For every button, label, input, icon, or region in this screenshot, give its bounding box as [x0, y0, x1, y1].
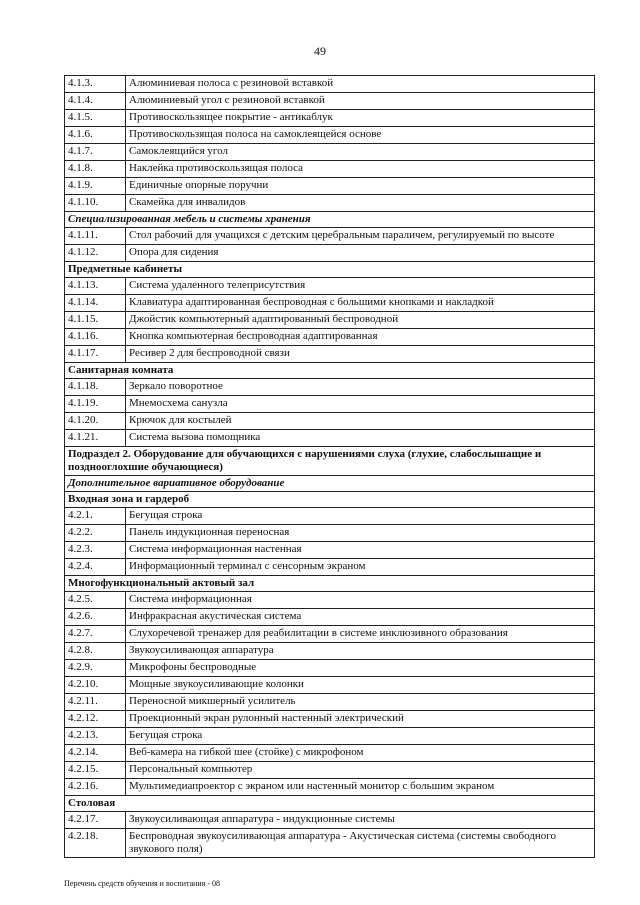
- section-row: [65, 576, 595, 592]
- item-code: 4.2.16.: [65, 779, 126, 796]
- item-code: 4.2.1.: [65, 508, 126, 525]
- table-row: [65, 161, 595, 178]
- table-row: [65, 559, 595, 576]
- equipment-table: [64, 75, 595, 858]
- item-name: Противоскользящее покрытие - антикаблук: [126, 110, 595, 127]
- table-row: [65, 346, 595, 363]
- table-row: [65, 711, 595, 728]
- item-name: Бегущая строка: [126, 508, 595, 525]
- item-name: Информационный терминал с сенсорным экраном: [126, 559, 595, 576]
- item-name: Переносной микшерный усилитель: [126, 694, 595, 711]
- item-name: Звукоусиливающая аппаратура: [126, 643, 595, 660]
- item-name: Стол рабочий для учащихся с детским церебральным параличем, регулируемый по высоте: [126, 228, 595, 245]
- section-heading: Дополнительное вариативное оборудование: [65, 476, 595, 492]
- table-row: [65, 195, 595, 212]
- table-row: [65, 144, 595, 161]
- section-heading: Многофункциональный актовый зал: [65, 576, 595, 592]
- item-code: 4.2.8.: [65, 643, 126, 660]
- item-code: 4.2.10.: [65, 677, 126, 694]
- item-name: Инфракрасная акустическая система: [126, 609, 595, 626]
- item-name: Система вызова помощника: [126, 430, 595, 447]
- item-code: 4.1.4.: [65, 93, 126, 110]
- table-row: [65, 379, 595, 396]
- table-row: [65, 609, 595, 626]
- table-row: [65, 110, 595, 127]
- item-name: Система информационная настенная: [126, 542, 595, 559]
- table-row: [65, 245, 595, 262]
- item-code: 4.1.17.: [65, 346, 126, 363]
- item-code: 4.1.5.: [65, 110, 126, 127]
- item-code: 4.2.9.: [65, 660, 126, 677]
- section-row: [65, 212, 595, 228]
- item-code: 4.2.14.: [65, 745, 126, 762]
- section-heading: Входная зона и гардероб: [65, 492, 595, 508]
- item-code: 4.2.2.: [65, 525, 126, 542]
- item-name: Система информационная: [126, 592, 595, 609]
- table-row: [65, 396, 595, 413]
- item-name: Кнопка компьютерная беспроводная адаптированная: [126, 329, 595, 346]
- table-row: [65, 542, 595, 559]
- item-name: Наклейка противоскользящая полоса: [126, 161, 595, 178]
- table-row: [65, 178, 595, 195]
- table-row: [65, 812, 595, 829]
- item-code: 4.1.15.: [65, 312, 126, 329]
- item-code: 4.1.13.: [65, 278, 126, 295]
- item-code: 4.1.19.: [65, 396, 126, 413]
- table-row: [65, 592, 595, 609]
- item-code: 4.1.16.: [65, 329, 126, 346]
- table-row: [65, 677, 595, 694]
- item-code: 4.1.12.: [65, 245, 126, 262]
- table-row: [65, 76, 595, 93]
- item-name: Мнемосхема санузла: [126, 396, 595, 413]
- table-row: [65, 762, 595, 779]
- item-name: Веб-камера на гибкой шее (стойке) с микрофоном: [126, 745, 595, 762]
- item-code: 4.1.20.: [65, 413, 126, 430]
- item-name: Беспроводная звукоусиливающая аппаратура - Акустическая система (системы свободного звукового поля): [126, 829, 595, 858]
- item-code: 4.1.21.: [65, 430, 126, 447]
- table-row: [65, 694, 595, 711]
- section-heading: Столовая: [65, 796, 595, 812]
- section-row: [65, 796, 595, 812]
- section-heading: Подраздел 2. Оборудование для обучающихся с нарушениями слуха (глухие, слабослышащие и позднооглохшие обучающиеся): [65, 447, 595, 476]
- item-code: 4.1.9.: [65, 178, 126, 195]
- item-code: 4.2.11.: [65, 694, 126, 711]
- item-code: 4.1.6.: [65, 127, 126, 144]
- table-row: [65, 745, 595, 762]
- item-name: Звукоусиливающая аппаратура - индукционные системы: [126, 812, 595, 829]
- item-code: 4.2.15.: [65, 762, 126, 779]
- item-name: Мультимедиапроектор с экраном или настенный монитор с большим экраном: [126, 779, 595, 796]
- item-code: 4.2.5.: [65, 592, 126, 609]
- table-row: [65, 413, 595, 430]
- table-row: [65, 829, 595, 858]
- item-code: 4.1.18.: [65, 379, 126, 396]
- item-name: Джойстик компьютерный адаптированный беспроводной: [126, 312, 595, 329]
- table-row: [65, 525, 595, 542]
- item-code: 4.1.11.: [65, 228, 126, 245]
- item-code: 4.2.13.: [65, 728, 126, 745]
- item-code: 4.2.6.: [65, 609, 126, 626]
- item-code: 4.2.7.: [65, 626, 126, 643]
- table-row: [65, 643, 595, 660]
- item-name: Микрофоны беспроводные: [126, 660, 595, 677]
- table-row: [65, 312, 595, 329]
- table-row: [65, 508, 595, 525]
- item-code: 4.2.3.: [65, 542, 126, 559]
- table-row: [65, 127, 595, 144]
- item-name: Алюминиевая полоса с резиновой вставкой: [126, 76, 595, 93]
- item-name: Противоскользящая полоса на самоклеящейся основе: [126, 127, 595, 144]
- page-footer: Перечень средств обучения и воспитания - 08: [64, 879, 221, 888]
- item-name: Проекционный экран рулонный настенный электрический: [126, 711, 595, 728]
- item-name: Крючок для костылей: [126, 413, 595, 430]
- table-row: [65, 779, 595, 796]
- table-row: [65, 278, 595, 295]
- item-code: 4.2.12.: [65, 711, 126, 728]
- item-code: 4.1.14.: [65, 295, 126, 312]
- item-name: Самоклеящийся угол: [126, 144, 595, 161]
- table-row: [65, 295, 595, 312]
- section-row: [65, 476, 595, 492]
- table-row: [65, 430, 595, 447]
- item-name: Клавиатура адаптированная беспроводная с большими кнопками и накладкой: [126, 295, 595, 312]
- item-name: Алюминиевый угол с резиновой вставкой: [126, 93, 595, 110]
- page-number: 49: [314, 44, 326, 58]
- table-row: [65, 660, 595, 677]
- section-heading: Санитарная комната: [65, 363, 595, 379]
- item-name: Панель индукционная переносная: [126, 525, 595, 542]
- equipment-table-body: [65, 76, 595, 858]
- table-row: [65, 626, 595, 643]
- item-name: Зеркало поворотное: [126, 379, 595, 396]
- item-code: 4.1.3.: [65, 76, 126, 93]
- section-heading: Специализированная мебель и системы хранения: [65, 212, 595, 228]
- item-code: 4.1.10.: [65, 195, 126, 212]
- table-row: [65, 228, 595, 245]
- item-name: Скамейка для инвалидов: [126, 195, 595, 212]
- item-name: Слухоречевой тренажер для реабилитации в системе инклюзивного образования: [126, 626, 595, 643]
- table-row: [65, 93, 595, 110]
- item-name: Система удаленного телеприсутствия: [126, 278, 595, 295]
- item-name: Единичные опорные поручни: [126, 178, 595, 195]
- section-row: [65, 492, 595, 508]
- item-code: 4.2.17.: [65, 812, 126, 829]
- item-name: Мощные звукоусиливающие колонки: [126, 677, 595, 694]
- table-row: [65, 329, 595, 346]
- item-code: 4.2.18.: [65, 829, 126, 858]
- section-row: [65, 447, 595, 476]
- item-name: Бегущая строка: [126, 728, 595, 745]
- item-code: 4.1.8.: [65, 161, 126, 178]
- section-row: [65, 262, 595, 278]
- item-code: 4.2.4.: [65, 559, 126, 576]
- item-name: Персональный компьютер: [126, 762, 595, 779]
- section-row: [65, 363, 595, 379]
- item-name: Ресивер 2 для беспроводной связи: [126, 346, 595, 363]
- section-heading: Предметные кабинеты: [65, 262, 595, 278]
- item-name: Опора для сидения: [126, 245, 595, 262]
- table-row: [65, 728, 595, 745]
- item-code: 4.1.7.: [65, 144, 126, 161]
